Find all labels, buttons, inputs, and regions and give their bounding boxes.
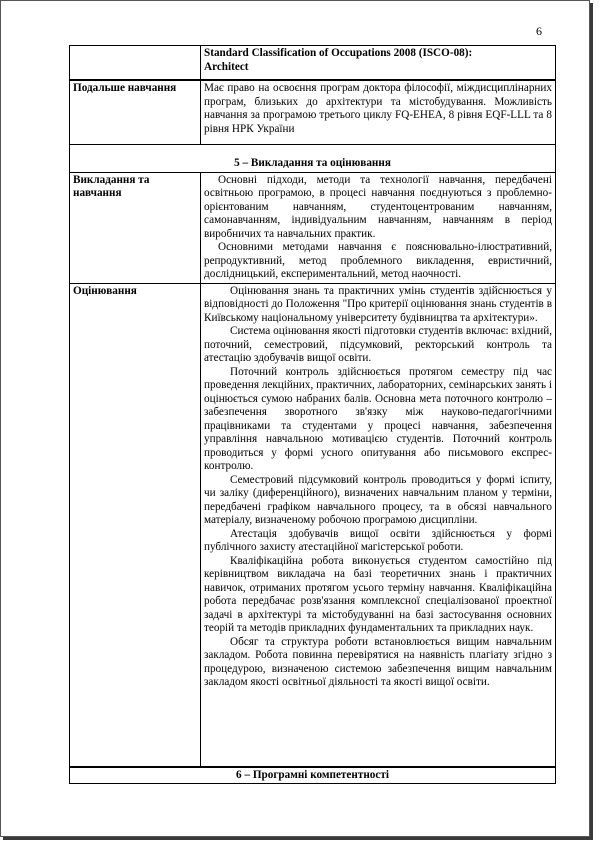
further-study-text: Має право на освоєння програм доктора філософії, міждисциплінарних програм, близьких до архітектури та містобудування. Можливість навчання за програмою третього циклу FQ-EHEA, 8 рівня EQF-LLL та 8 рівня НРК України bbox=[204, 82, 552, 135]
teaching-row bbox=[70, 172, 556, 283]
section-5-title: 5 – Викладання та оцінювання bbox=[70, 145, 556, 173]
assessment-paragraph-6: Кваліфікаційна робота виконується студентом самостійно під керівництвом викладача на базі теоретичних знань і практичних навичок, отриманих протягом усього терміну навчання. Кваліфікаційна робота передбачає розв'язання комплексної спеціалізованої проектної задачі в архітектурі та містобудуванні на базі застосування основних теорій та методів прикладних фундаментальних та прикладних наук. bbox=[204, 554, 552, 634]
assessment-paragraph-7: Обсяг та структура роботи встановлюється вищим навчальним закладом. Робота повинна перевірятися на наявність плагіату згідно з процедурою, визначеною системою забезпечення вищим навчальним закладом якості освітньої діяльності та якості вищої освіти. bbox=[204, 635, 552, 688]
assessment-paragraph-5: Атестація здобувачів вищої освіти здійснюється у формі публічного захисту атестаційної магістерської роботи. bbox=[204, 527, 552, 553]
teaching-paragraph-1: Основні підходи, методи та технології навчання, передбачені освітньою програмою, в процесі навчання поєднуються з проблемно-орієнтованим навчанням, студентоцентрованим навчанням, самонавчанням, індивідуальним навчанням, навчанням в період виробничих та навчальних практик. bbox=[204, 173, 552, 240]
assessment-paragraph-3: Поточний контроль здійснюється протягом семестру під час проведення лекційних, практичних, лабораторних, семінарських занять і оцінюється сумою набраних балів. Основна мета поточного контролю – забезпечення зворотного зв'язку між науково-педагогічними працівниками та студентами у процесі навчання, забезпечення управління навчальною мотивацією студентів. Поточний контроль проводиться у формі усного опитування або письмового експрес-контролю. bbox=[204, 365, 552, 472]
assessment-paragraph-4: Семестровий підсумковий контроль проводиться у формі іспиту, чи заліку (диференційного), визначених навчальним планом у терміни, передбачені графіком навчального процесу, та в обсязі навчального матеріалу, визначеному робочою програмою дисципліни. bbox=[204, 473, 552, 526]
section-6-row bbox=[70, 767, 556, 784]
assessment-paragraph-2: Система оцінювання якості підготовки студентів включає: вхідний, поточний, семестровий, підсумковий, ректорський контроль та атестацію здобувачів вищої освіти. bbox=[204, 325, 552, 364]
page-number: 6 bbox=[536, 24, 542, 38]
teaching-paragraph-2: Основними методами навчання є пояснювально-ілюстративний, репродуктивний, метод проблемного викладення, евристичний, дослідницький, експериментальний, метод наочності. bbox=[204, 241, 552, 280]
assessment-row bbox=[70, 283, 556, 767]
further-study-label: Подальше навчання bbox=[70, 80, 201, 145]
teaching-label: Викладання та навчання bbox=[70, 172, 201, 283]
teaching-cell bbox=[201, 172, 556, 283]
section-5-row bbox=[70, 145, 556, 173]
isco-row bbox=[70, 46, 556, 81]
assessment-label: Оцінювання bbox=[70, 283, 201, 767]
section-6-title: 6 – Програмні компетентності bbox=[70, 767, 556, 784]
isco-value: Architect bbox=[204, 60, 249, 73]
further-study-cell bbox=[201, 80, 556, 145]
program-table bbox=[69, 45, 556, 784]
further-study-row bbox=[70, 80, 556, 145]
assessment-cell bbox=[201, 283, 556, 767]
isco-cell bbox=[201, 46, 556, 81]
assessment-paragraph-1: Оцінювання знань та практичних умінь студентів здійснюється у відповідності до Положення "Про критерії оцінювання знань студентів в Київському національному університету будівництва та архітектури». bbox=[204, 284, 552, 324]
empty-label-cell bbox=[70, 46, 201, 81]
isco-title: Standard Classification of Occupations 2008 (ISCO-08): bbox=[204, 47, 473, 59]
